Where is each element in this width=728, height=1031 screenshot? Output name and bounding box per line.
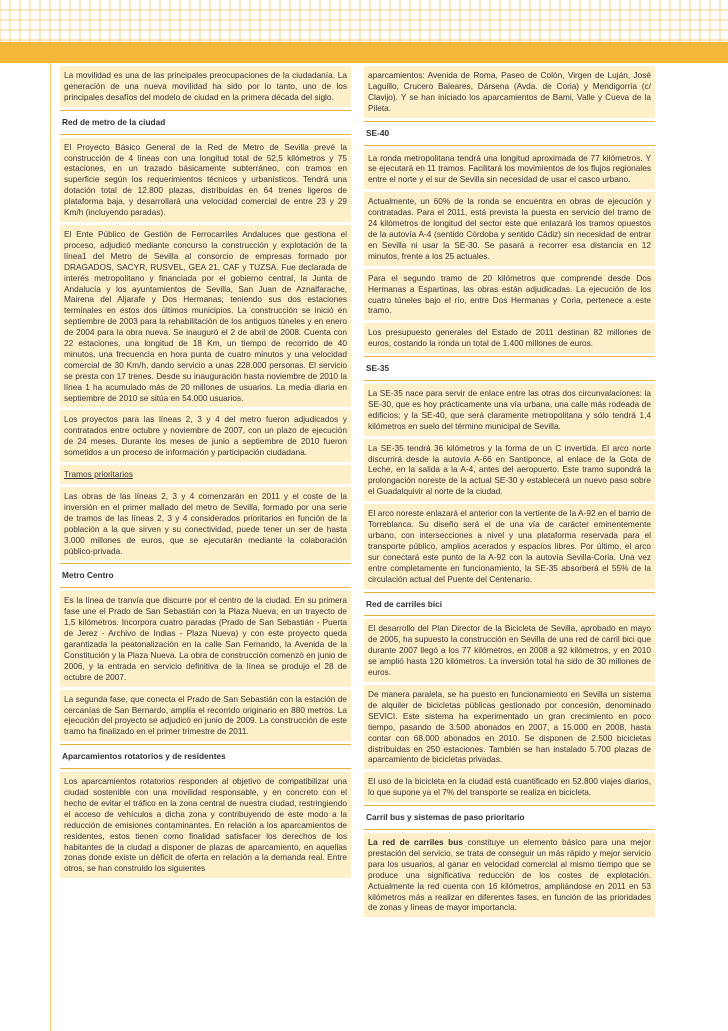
left-column [60, 66, 351, 881]
heading-metro: Red de metro de la ciudad [60, 110, 351, 135]
heading-carriles-bici: Red de carriles bici [364, 592, 655, 617]
paragraph: El arco noreste enlazará el anterior con la vertiente de la A-92 en el barrio de Torreblanca. Su diseño será el de una vía de carácter eminentemente urbano, con intersecciones a nivel y una plataforma reservada para el transporte público, amplios acerados y espacios libres. Por último, el arco sur conectará este punto de la A-92 con la autovía Sevilla-Coria. Una vez entre completamente en funcionamiento, la SE-35 absorberá el 55% de la circulación actual del Puente del Centenario. [364, 504, 655, 588]
heading-aparcamientos: Aparcamientos rotatorios y de residentes [60, 744, 351, 769]
paragraph: Los aparcamientos rotatorios responden al objetivo de compatibilizar una ciudad sostenible con una movilidad responsable, y en concreto con el hecho de evitar el tráfico en la zona central de nuestra ciudad, restringiendo el acceso de vehículos a dicha zona y contribuyendo de este modo a la reducción de emisiones contaminantes. En relación a los aparcamientos de residentes, estos tienen como finalidad satisfacer los derechos de los habitantes de la ciudad a disponer de plazas de aparcamiento, en aquellas zonas donde existe un déficit de oferta en relación a la demanda real. Entre otros, se han construido los siguientes [60, 772, 351, 878]
paragraph: La segunda fase, que conecta el Prado de San Sebastián con la estación de cercanías de San Bernardo, amplía el recorrido originario en 880 metros. La ejecución del proyecto se adjudicó en junio de 2009. La construcción de este tramo ha finalizado en el primer trimestre de 2011. [60, 690, 351, 742]
paragraph: La SE-35 nace para servir de enlace entre las otras dos circunvalaciones: la SE-30, que es hoy prácticamente una vía urbana, una calle más rodeada de edificios; y la SE-40, que será claramente metropolitana y sólo tendrá 1,4 kilómetros en suelo del término municipal de Sevilla. [364, 384, 655, 436]
paragraph [364, 833, 655, 917]
paragraph: Las obras de las líneas 2, 3 y 4 comenzarán en 2011 y el coste de la inversión en el primer mallado del metro de Sevilla, formado por una serie de tramos de las líneas 2, 3 y 4 considerados prioritarios en función de la población a la que sirven y su conectividad, puede tener un ser de hasta 3.000 millones de euros, que se ejecutarán mediante la colaboración público-privada. [60, 487, 351, 560]
paragraph: El desarrollo del Plan Director de la Bicicleta de Sevilla, aprobado en mayo de 2005, ha supuesto la construcción en Sevilla de una red de carril bici que durante 2007 llegó a los 77 kilómetros, en 2008 a 92 kilómetros, y en 2010 se amplió hasta 120 kilómetros. La inversión total ha sido de 30 millones de euros. [364, 619, 655, 682]
heading-metro-centro: Metro Centro [60, 563, 351, 588]
heading-carril-bus: Carril bus y sistemas de paso prioritario [364, 805, 655, 830]
paragraph: Para el segundo tramo de 20 kilómetros que comprende desde Dos Hermanas a Espartinas, las obras están adjudicadas. La ejecución de los cuatro túneles bajo el río, entre Dos Hermanas y Coria, pertenece a este tramo. [364, 269, 655, 321]
paragraph: De manera paralela, se ha puesto en funcionamiento en Sevilla un sistema de alquiler de bicicletas públicas gestionado por concesión, denominado SEVICI. Este sistema ha experimentado un gran crecimiento en poco tiempo, pasando de 3.500 abonados en 2007, a 15.000 en 2008, hasta contar con 68.000 abonados en 2010. Se disponen de 2.500 bicicletas distribuidas en 250 estaciones. También se han instalado 5.700 plazas de aparcamiento de bicicletas privadas. [364, 685, 655, 769]
paragraph: Los proyectos para las líneas 2, 3 y 4 del metro fueron adjudicados y contratados entre octubre y noviembre de 2007, con un plazo de ejecución de 24 meses. Durante los meses de junio a septiembre de 2010 fueron sometidos a un proceso de información y participación ciudadana. [60, 410, 351, 462]
header-grid-pattern [0, 0, 728, 42]
paragraph: aparcamientos: Avenida de Roma, Paseo de Colón, Virgen de Luján, José Laguillo, Crucero Baleares, Dársena (Avda. de Coria) y Mendigorría (c/ Clavijo). Y se han iniciado los aparcamientos de Bami, Valle y Cueva de la Pileta. [364, 66, 655, 118]
intro-paragraph: La movilidad es una de las principales preocupaciones de la ciudadanía. La generación de una nueva movilidad ha sido por lo tanto, uno de los principales desafíos del modelo de ciudad en la primera década del siglo. [60, 66, 351, 107]
right-column [364, 66, 655, 920]
heading-se35: SE-35 [364, 356, 655, 381]
paragraph: Es la línea de tranvía que discurre por el centro de la ciudad. En su primera fase une el Prado de San Sebastián con la Plaza Nueva, en un trayecto de 1,5 kilómetros. Incorpora cuatro paradas (Prado de San Sebastián - Puerta de Jerez - Archivo de Indias - Plaza Nueva) y con este proyecto queda garantizada la peatonalización en la calle San Fernando, la Avenida de la Constitución y la Plaza Nueva. La obra de construcción comenzó en junio de 2006, y la entrada en servicio definitiva de la línea se produjo el 28 de octubre de 2007. [60, 591, 351, 686]
margin-rule [50, 63, 51, 1031]
heading-tramos: Tramos prioritarios [60, 465, 351, 484]
paragraph-text: constituye un elemento básico para una mejor prestación del servicio, se trata de conseguir un más rápido y mejor servicio para los usuarios, al ganar en velocidad comercial al mismo tiempo que se produce una significativa reducción de los costes de explotación. Actualmente la red cuenta con 16 kilómetros, ampliándose en 2011 en 53 kilómetros más a realizar en diferentes fases, en función de las prioridades de zonas y líneas de mayor importancia. [368, 837, 651, 913]
section-header-bar [0, 42, 728, 63]
paragraph: La ronda metropolitana tendrá una longitud aproximada de 77 kilómetros. Y se ejecutará en 11 tramos. Facilitará los movimientos de los flujos regionales entre el norte y el sur de Sevilla sin necesidad de usar el casco urbano. [364, 149, 655, 190]
paragraph: El Proyecto Básico General de la Red de Metro de Sevilla prevé la construcción de 4 líneas con una longitud total de 52,5 kilómetros y 75 estaciones, en un trazado básicamente subterráneo, con tramos en superficie según los requerimientos técnicos y urbanísticos. Tendrá una dotación total de 12.800 plazas, distribuidas en 64 trenes ligeros de plataforma baja, y desarrollará una velocidad comercial de entre 23 y 29 Km/h (incluyendo paradas). [60, 138, 351, 222]
paragraph: El Ente Público de Gestión de Ferrocarriles Andaluces que gestiona el proceso, adjudicó mediante concurso la construcción y explotación de la línea1 del Metro de Sevilla al consorcio de empresas formado por DRAGADOS, SACYR, RUSVEL, GEA 21, CAF y TUZSA. Fue declarada de interés metropolitano y financiada por el gobierno central, la Junta de Andalucía y los ayuntamientos de Sevilla, San Juan de Aznalfarache, Mairena del Aljarafe y Dos Hermanas; teniendo sus dos estaciones terminales en estos dos últimos municipios. La construcción se inició en septiembre de 2003 para la rehabilitación de los antiguos túneles y en enero de 2004 para la obra nueva. Se inauguró el 2 de abril de 2008. Cuenta con 22 estaciones, una longitud de 18 Km, un tiempo de recorrido de 40 minutos, una frecuencia en hora punta de cuatro minutos y una velocidad comercial de 30 Km/h, dando servicio a unas 228.000 personas. El servicio se presta con 17 trenes. Desde su inauguración hasta noviembre de 2010 la línea 1 ha acumulado más de 20 millones de usuarios. La media diaria en septiembre de 2010 se sitúa en 54.000 usuarios. [60, 225, 351, 408]
bold-lead: La red de carriles bus [368, 837, 463, 848]
paragraph: El uso de la bicicleta en la ciudad está cuantificado en 52.800 viajes diarios, lo que supone ya el 7% del transporte se realiza en bicicleta. [364, 772, 655, 802]
paragraph: Actualmente, un 60% de la ronda se encuentra en obras de ejecución y contratadas. Para el 2011, está prevista la puesta en servicio del tramo de 24 kilómetros de longitud del sector este que enlazará los tramos opuestos de la autovía A-4 (sentido Córdoba y sentido Cádiz) sin necesidad de entrar en Sevilla ni usar la SE-30. Se pasará a recorrer esa distancia en 12 minutos, frente a los 25 actuales. [364, 192, 655, 265]
paragraph: Los presupuesto generales del Estado de 2011 destinan 82 millones de euros, costando la ronda un total de 1.400 millones de euros. [364, 323, 655, 353]
paragraph: La SE-35 tendrá 36 kilómetros y la forma de un C invertida. El arco norte discurrirá desde la autovía A-66 en Santiponce, al enlace de la Gota de Leche, en la salida a la A-4, antes del aeropuerto. Este tramo supondrá la prolongación noreste de la actual SE-30 y establecerá un nuevo paso sobre el Guadalquivir al norte de la ciudad. [364, 439, 655, 502]
heading-se40: SE-40 [364, 121, 655, 146]
